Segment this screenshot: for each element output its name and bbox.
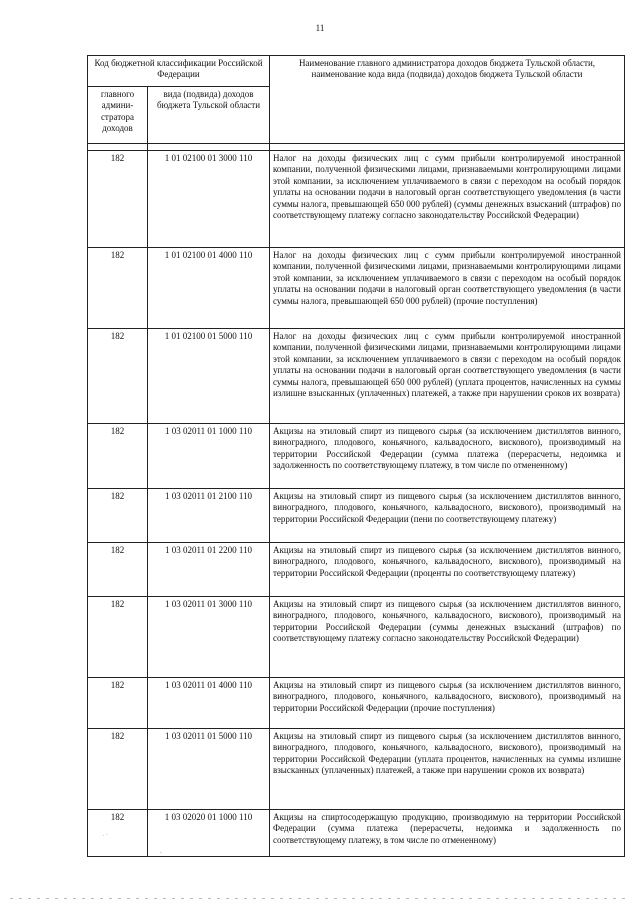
table-row — [88, 810, 625, 857]
header-row-top — [88, 56, 625, 87]
table-row — [88, 678, 625, 729]
income-code: 1 03 02011 01 1000 110 — [148, 424, 270, 489]
budget-classification-table — [87, 55, 625, 857]
scan-mark: - — [160, 850, 162, 856]
table-row — [88, 248, 625, 329]
income-code: 1 03 02011 01 2200 110 — [148, 543, 270, 597]
table-row — [88, 543, 625, 597]
table-row — [88, 729, 625, 810]
header-col-income-type: вида (подвида) доходов бюджета Тульской области — [148, 87, 270, 144]
admin-code: 182 — [88, 543, 148, 597]
admin-code: 182 — [88, 597, 148, 678]
admin-code: 182 — [88, 729, 148, 810]
admin-code: 182 — [88, 424, 148, 489]
income-description: Акцизы на этиловый спирт из пищевого сырья (за исключением дистиллятов винного, виноградного, плодового, коньячного, кальвадосного, вискового), производимый на территории Российской Федерации (пени по соответствующему платежу) — [270, 489, 625, 543]
admin-code: 182 — [88, 248, 148, 329]
admin-code: 182 — [88, 489, 148, 543]
income-description: Акцизы на этиловый спирт из пищевого сырья (за исключением дистиллятов винного, виноградного, плодового, коньячного, кальвадосного, вискового), производимый на территории Российской Федерации (сумма платежа (перерасчеты, недоимка и задолженность по соответствующему платежу, в том числе по отмененному) — [270, 424, 625, 489]
table-row — [88, 597, 625, 678]
income-code: 1 01 02100 01 3000 110 — [148, 151, 270, 248]
table-row — [88, 151, 625, 248]
table-row — [88, 424, 625, 489]
income-code: 1 03 02020 01 1000 110 — [148, 810, 270, 857]
income-code: 1 03 02011 01 2100 110 — [148, 489, 270, 543]
admin-code: 182 — [88, 329, 148, 424]
header-budget-code: Код бюджетной классификации Российской Федерации — [88, 56, 270, 87]
income-description: Налог на доходы физических лиц с сумм прибыли контролируемой иностранной компании, полученной физическими лицами, признаваемыми контролирующими лицами этой компании, за исключением уплачиваемого в связи с переходом на особый порядок уплаты на основании подачи в налоговый орган соответствующего уведомления (в части суммы налога, превышающей 650 000 рублей) (прочие поступления) — [270, 248, 625, 329]
income-code: 1 03 02011 01 5000 110 — [148, 729, 270, 810]
income-code: 1 01 02100 01 4000 110 — [148, 248, 270, 329]
admin-code: 182 — [88, 810, 148, 857]
income-code: 1 03 02011 01 4000 110 — [148, 678, 270, 729]
admin-code: 182 — [88, 151, 148, 248]
table-spacer-row — [88, 144, 625, 151]
income-code: 1 03 02011 01 3000 110 — [148, 597, 270, 678]
income-description: Акцизы на этиловый спирт из пищевого сырья (за исключением дистиллятов винного, виноградного, плодового, коньячного, кальвадосного, вискового), производимый на территории Российской Федерации (суммы денежных взысканий (штрафов) по соответствующему платежу согласно законодательству Российской Федерации) — [270, 597, 625, 678]
scan-edge-line — [10, 898, 630, 899]
page-number: 11 — [315, 23, 325, 33]
scan-mark: . · — [103, 832, 108, 838]
income-description: Акцизы на этиловый спирт из пищевого сырья (за исключением дистиллятов винного, виноградного, плодового, коньячного, кальвадосного, вискового), производимый на территории Российской Федерации (проценты по соответствующему платежу) — [270, 543, 625, 597]
header-col-administrator: главного админи-стратора доходов — [88, 87, 148, 144]
income-description: Акцизы на спиртосодержащую продукцию, производимую на территории Российской Федерации (сумма платежа (перерасчеты, недоимка и задолженность по соответствующему платежу, в том числе по отмененному) — [270, 810, 625, 857]
income-description: Налог на доходы физических лиц с сумм прибыли контролируемой иностранной компании, полученной физическими лицами, признаваемыми контролирующими лицами этой компании, за исключением уплачиваемого в связи с переходом на особый порядок уплаты на основании подачи в налоговый орган соответствующего уведомления (в части суммы налога, превышающей 650 000 рублей) (суммы денежных взысканий (штрафов) по соответствующему платежу согласно законодательству Российской Федерации) — [270, 151, 625, 248]
income-code: 1 01 02100 01 5000 110 — [148, 329, 270, 424]
header-administrator-name: Наименование главного администратора доходов бюджета Тульской области, наименование кода вида (подвида) доходов бюджета Тульской области — [270, 56, 625, 144]
income-description: Налог на доходы физических лиц с сумм прибыли контролируемой иностранной компании, полученной физическими лицами, признаваемыми контролирующими лицами этой компании, за исключением уплачиваемого в связи с переходом на особый порядок уплаты на основании подачи в налоговый орган соответствующего уведомления (в части суммы налога, превышающей 650 000 рублей) (уплата процентов, начисленных на суммы излишне взысканных (уплаченных) платежей, а также при нарушении сроков их возврата) — [270, 329, 625, 424]
admin-code: 182 — [88, 678, 148, 729]
table-row — [88, 329, 625, 424]
income-description: Акцизы на этиловый спирт из пищевого сырья (за исключением дистиллятов винного, виноградного, плодового, коньячного, кальвадосного, вискового), производимый на территории Российской Федерации (уплата процентов, начисленных на суммы излишне взысканных (уплаченных) платежей, а также при нарушении сроков их возврата) — [270, 729, 625, 810]
income-description: Акцизы на этиловый спирт из пищевого сырья (за исключением дистиллятов винного, виноградного, плодового, коньячного, кальвадосного, вискового), производимый на территории Российской Федерации (прочие поступления) — [270, 678, 625, 729]
table-row — [88, 489, 625, 543]
